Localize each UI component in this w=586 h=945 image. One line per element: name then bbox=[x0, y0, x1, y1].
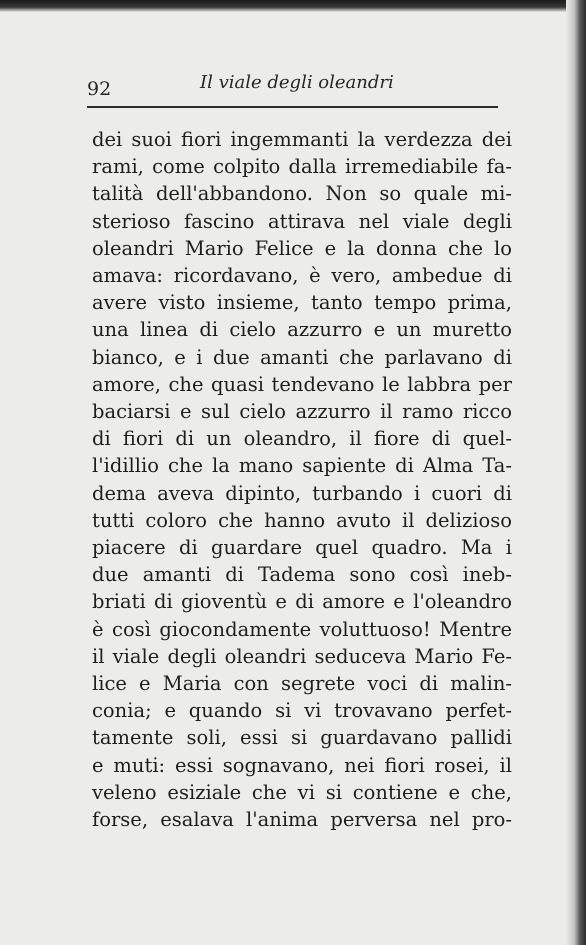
page-number: 92 bbox=[87, 78, 112, 100]
body-text bbox=[92, 126, 512, 833]
scan-border-top bbox=[0, 0, 586, 12]
text-line: rami, come colpito dalla irremediabile fa- bbox=[92, 155, 512, 179]
text-line: forse, esalava l'anima perversa nel pro- bbox=[92, 808, 512, 832]
text-line: e muti: essi sognavano, nei fiori rosei, il bbox=[92, 753, 512, 777]
text-line: amava: ricordavano, è vero, ambedue di bbox=[92, 264, 512, 288]
text-line: dei suoi fiori ingemmanti la verdezza dei bbox=[92, 128, 512, 151]
header-rule bbox=[87, 106, 498, 108]
text-line: briati di gioventù e di amore e l'oleandro bbox=[92, 590, 512, 614]
text-line: è così giocondamente voluttuoso! Mentre bbox=[92, 617, 512, 641]
text-line: conia; e quando si vi trovavano perfet- bbox=[92, 699, 512, 723]
text-line: piacere di guardare quel quadro. Ma i bbox=[92, 536, 512, 560]
text-line: dema aveva dipinto, turbando i cuori di bbox=[92, 481, 512, 505]
text-line: baciarsi e sul cielo azzurro il ramo ricco bbox=[92, 400, 512, 424]
text-line: oleandri Mario Felice e la donna che lo bbox=[92, 236, 512, 260]
text-line: bianco, e i due amanti che parlavano di bbox=[92, 345, 512, 369]
text-line: talità dell'abbandono. Non so quale mi- bbox=[92, 182, 512, 206]
text-line: veleno esiziale che vi si contiene e che, bbox=[92, 780, 512, 804]
text-line: due amanti di Tadema sono così ineb- bbox=[92, 563, 512, 587]
text-line: sterioso fascino attirava nel viale degli bbox=[92, 209, 512, 233]
text-line: lice e Maria con segrete voci di malin- bbox=[92, 672, 512, 696]
scan-border-right bbox=[566, 0, 586, 945]
text-line: il viale degli oleandri seduceva Mario Fe- bbox=[92, 644, 512, 668]
text-line: l'idillio che la mano sapiente di Alma Ta- bbox=[92, 454, 512, 478]
text-line: tamente soli, essi si guardavano pallidi bbox=[92, 726, 512, 750]
text-line: tutti coloro che hanno avuto il delizioso bbox=[92, 508, 512, 532]
text-line: di fiori di un oleandro, il fiore di quel- bbox=[92, 427, 512, 451]
book-page bbox=[0, 12, 566, 945]
running-title: Il viale degli oleandri bbox=[200, 72, 394, 93]
text-line: amore, che quasi tendevano le labbra per bbox=[92, 372, 512, 396]
text-line: una linea di cielo azzurro e un muretto bbox=[92, 318, 512, 342]
text-line: avere visto insieme, tanto tempo prima, bbox=[92, 291, 512, 315]
